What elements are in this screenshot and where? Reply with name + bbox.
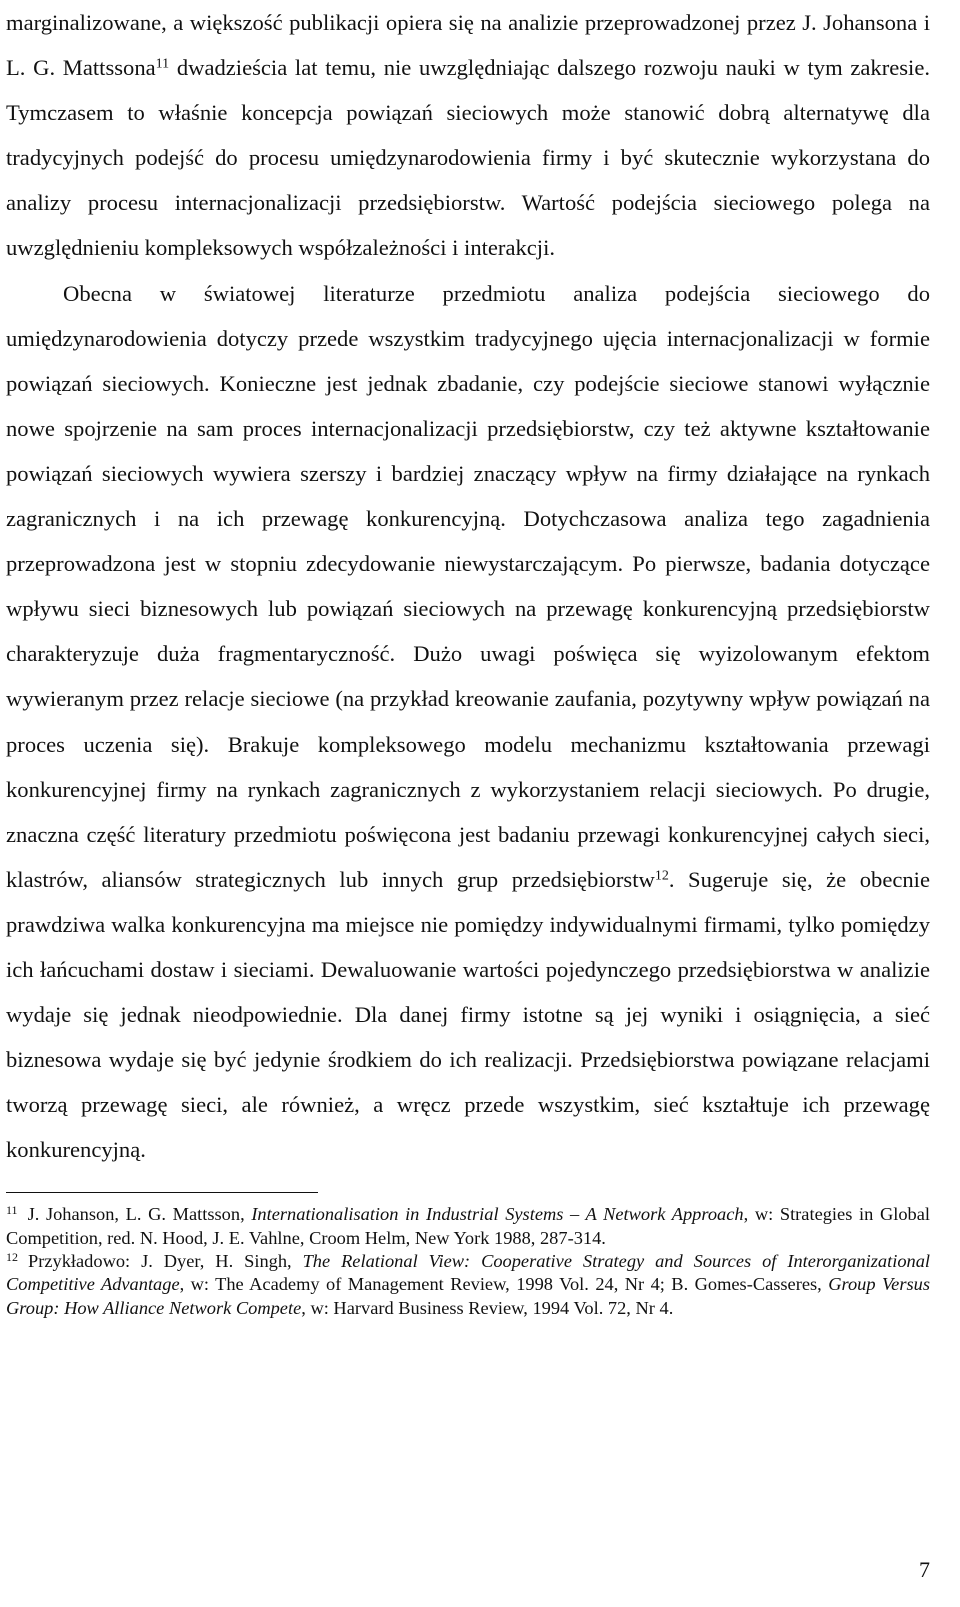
- footnote-number: 11: [6, 1203, 18, 1218]
- document-page: [6, 0, 930, 1320]
- footnote-title: Group Versus Group: How Alliance Network Compete: [6, 1274, 930, 1318]
- footnote-title: Internationalisation in Industrial Systems – A Network Approach: [251, 1204, 744, 1225]
- paragraph-text: marginalizowane, a większość publikacji opiera się na analizie przeprowadzonej przez J. Johansona i L. G. Mattssona: [6, 10, 930, 81]
- footnote-text: , w: Strategies in Global Competition, red. N. Hood, J. E. Vahlne, Croom Helm, New York 1988, 287-314.: [6, 1204, 930, 1248]
- footnote-number: 12: [6, 1250, 18, 1265]
- footnote-text: J. Johanson, L. G. Mattsson,: [27, 1204, 252, 1225]
- footnote-text: , w: The Academy of Management Review, 1998 Vol. 24, Nr 4; B. Gomes-Casseres,: [179, 1274, 829, 1295]
- footnote-title: The Relational View: Cooperative Strategy and Sources of Interorganizational Competitive Advantage: [6, 1251, 931, 1295]
- page-number: 7: [919, 1557, 930, 1582]
- paragraph-text: Obecna w światowej literaturze przedmiotu analiza podejścia sieciowego do umiędzynarodowienia dotyczy przede wszystkim tradycyjnego ujęcia internacjonalizacji w formie powiązań sieciowych. Konieczne jest jednak zbadanie, czy podejście sieciowe stanowi wyłącznie nowe spojrzenie na sam proces internacjonalizacji przedsiębiorstw, czy też aktywne kształtowanie powiązań sieciowych wywiera szerszy i bardziej znaczący wpływ na firmy działające na rynkach zagranicznych i na ich przewagę konkurencyjną. Dotychczasowa analiza tego zagadnienia przeprowadzona jest w stopniu zdecydowanie niewystarczającym. Po pierwsze, badania dotyczące wpływu sieci biznesowych lub powiązań sieciowych na przewagę konkurencyjną przedsiębiorstw charakteryzuje duża fragmentaryczność. Dużo uwagi poświęca się wyizolowanym efektom wywieranym przez relacje sieciowe (na przykład kreowanie zaufania, pozytywny wpływ powiązań na proces uczenia się). Brakuje kompleksowego modelu mechanizmu kształtowania przewagi konkurencyjnej firmy na rynkach zagranicznych z wykorzystaniem relacji sieciowych. Po drugie, znaczna część literatury przedmiotu poświęcona jest badaniu przewagi konkurencyjnej całych sieci, klastrów, aliansów strategicznych lub innych grup przedsiębiorstw: [6, 280, 930, 892]
- paragraph-text: dwadzieścia lat temu, nie uwzględniając dalszego rozwoju nauki w tym zakresie. Tymczasem to właśnie koncepcja powiązań sieciowych może stanowić dobrą alternatywę dla tradycyjnych podejść do procesu umiędzynarodowienia firmy i być skutecznie wykorzystana do analizy procesu internacjonalizacji przedsiębiorstw. Wartość podejścia sieciowego polega na uwzględnieniu kompleksowych współzależności i interakcji.: [6, 55, 930, 261]
- footnote-reference-12[interactable]: 12: [654, 868, 669, 884]
- footnote-separator: [6, 1192, 318, 1193]
- body-paragraph-1: [6, 0, 930, 271]
- footnote-text: , w: Harvard Business Review, 1994 Vol. 72, Nr 4.: [301, 1297, 674, 1318]
- body-paragraph-2: [6, 271, 930, 1173]
- footnote-12: [6, 1250, 930, 1320]
- footnote-reference-11[interactable]: 11: [155, 56, 170, 72]
- footnote-text: Przykładowo: J. Dyer, H. Singh,: [28, 1251, 303, 1272]
- paragraph-text: . Sugeruje się, że obecnie prawdziwa walka konkurencyjna ma miejsce nie pomiędzy indywidualnymi firmami, tylko pomiędzy ich łańcuchami dostaw i sieciami. Dewaluowanie wartości pojedynczego przedsiębiorstwa w analizie wydaje się jednak nieodpowiednie. Dla danej firmy istotne są jej wyniki i osiągnięcia, a sieć biznesowa wydaje się być jedynie środkiem do ich realizacji. Przedsiębiorstwa powiązane relacjami tworzą przewagę sieci, ale również, a wręcz przede wszystkim, sieć kształtuje ich przewagę konkurencyjną.: [6, 866, 930, 1163]
- footnote-11: [6, 1203, 930, 1250]
